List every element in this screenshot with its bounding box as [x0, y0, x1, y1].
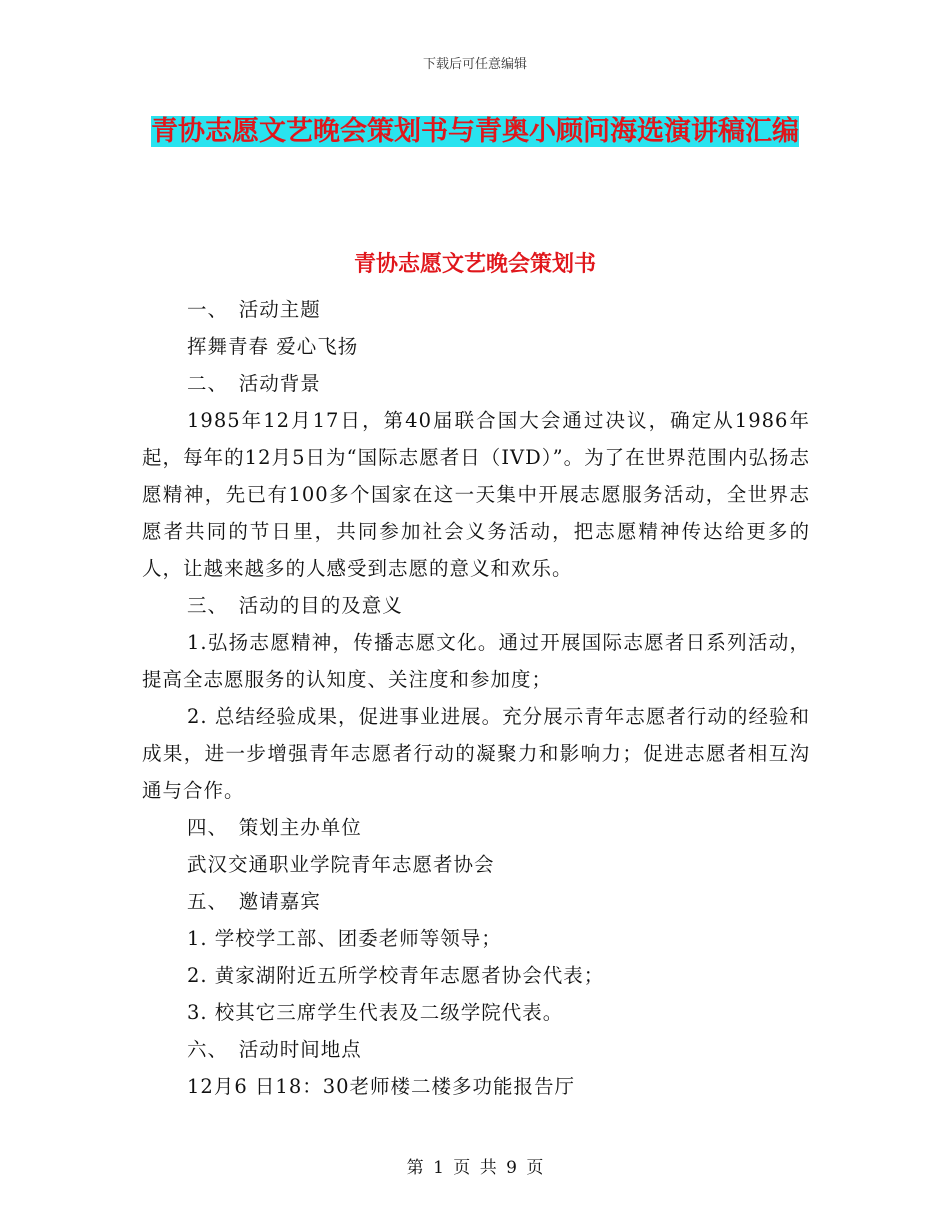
heading-5: 五、 邀请嘉宾: [187, 890, 321, 913]
header-note: 下载后可任意编辑: [422, 57, 527, 72]
paragraph: 挥舞青春 爱心飞扬: [187, 335, 359, 358]
list-item: 1. 学校学工部、团委老师等领导；: [187, 927, 502, 950]
paragraph: 12月6 日18：30老师楼二楼多功能报告厅: [187, 1075, 576, 1098]
heading-3: 三、 活动的目的及意义: [187, 594, 403, 617]
heading-6: 六、 活动时间地点: [187, 1038, 362, 1061]
page-footer: 第 1 页 共 9 页: [406, 1158, 544, 1178]
heading-2: 二、 活动背景: [187, 372, 321, 395]
document-title-text: 青协志愿文艺晚会策划书与青奥小顾问海选演讲稿汇编: [151, 116, 799, 147]
document-title: [140, 108, 810, 155]
document-body: [142, 291, 810, 1105]
paragraph: 2. 总结经验成果，促进事业进展。充分展示青年志愿者行动的经验和成果，进一步增强青年志愿者行动的凝聚力和影响力；促进志愿者相互沟通与合作。: [142, 705, 810, 802]
heading-1: 一、 活动主题: [187, 298, 321, 321]
paragraph: 1.弘扬志愿精神，传播志愿文化。通过开展国际志愿者日系列活动，提高全志愿服务的认知度、关注度和参加度；: [142, 631, 810, 691]
paragraph: 1985年12月17日，第40届联合国大会通过决议，确定从1986年起，每年的12月5日为“国际志愿者日（IVD）”。为了在世界范围内弘扬志愿精神，先已有100多个国家在这一天集中开展志愿服务活动，全世界志愿者共同的节日里，共同参加社会义务活动，把志愿精神传达给更多的人，让越来越多的人感受到志愿的意义和欢乐。: [142, 409, 810, 580]
paragraph: 武汉交通职业学院青年志愿者协会: [187, 853, 495, 876]
list-item: 2. 黄家湖附近五所学校青年志愿者协会代表；: [187, 964, 605, 987]
list-item: 3. 校其它三席学生代表及二级学院代表。: [187, 1001, 564, 1024]
heading-4: 四、 策划主办单位: [187, 816, 362, 839]
section-title: 青协志愿文艺晚会策划书: [353, 251, 596, 277]
